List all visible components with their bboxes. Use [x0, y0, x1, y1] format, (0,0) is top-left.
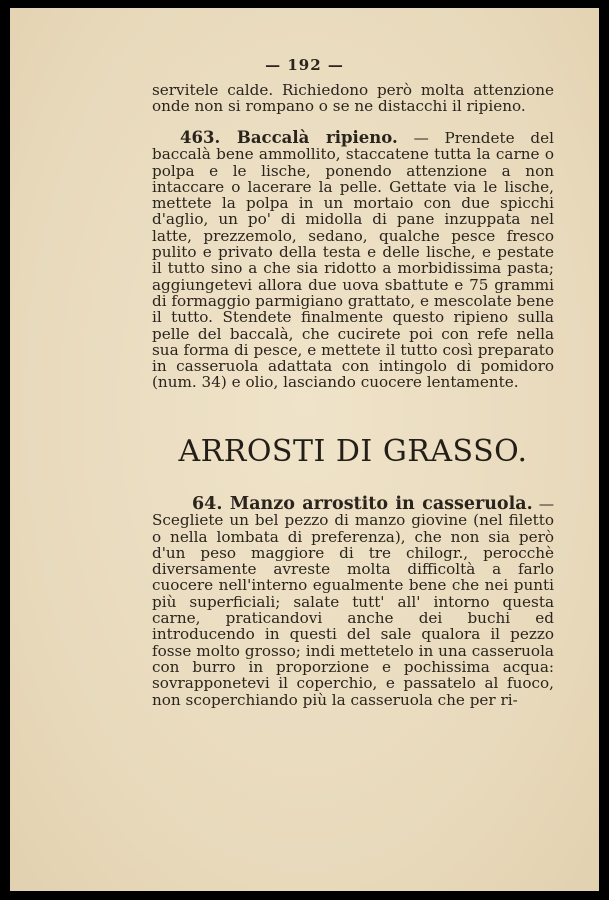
continuation-paragraph: [152, 82, 554, 115]
recipe-64-paragraph: [152, 496, 554, 708]
recipe-64-title: 64. Manzo arrostito in casseruola.: [192, 494, 533, 514]
recipe-463-paragraph: [152, 130, 554, 391]
continuation-text: servitele calde. Richiedono però molta attenzione onde non si rompano o se ne distacchi il ripieno.: [152, 81, 554, 116]
recipe-64-body: — Scegliete un bel pezzo di manzo giovine (nel filetto o nella lombata di preferenza), che non sia però d'un peso maggiore di tre chilogr., perocchè diversamente avreste molta difficoltà a farlo cuocere nell'interno egualmente bene che nei punti più superficiali; salate tutt' all' intorno questa carne, praticandovi anche dei buchi ed introducendo in questi del sale qualora il pezzo fosse molto grosso; indi mettetelo in una casseruola con burro in proporzione e pochissima acqua: sovrapponetevi il coperchio, e passatelo al fuoco, non scoperchiando più la casseruola che per ri-: [152, 495, 555, 709]
book-page: [10, 8, 599, 891]
page-number: — 192 —: [265, 56, 344, 74]
recipe-463-title: 463. Baccalà ripieno.: [180, 128, 398, 147]
recipe-463: [152, 130, 554, 391]
section-heading: ARROSTI DI GRASSO.: [178, 434, 528, 469]
recipe-64: [152, 496, 554, 708]
recipe-463-body: — Prendete del baccalà bene ammollito, staccatene tutta la carne o polpa e le lische, ponendo attenzione a non intaccare o lacerare la pelle. Gettate via le lische, mettete la polpa in un mortaio con due spicchi d'aglio, un po' di midolla di pane inzuppata nel latte, prezzemolo, sedano, qualche pesce fresco pulito e privato della testa e delle lische, e pestate il tutto sino a che sia ridotto a morbidissima pasta; aggiungetevi allora due uova sbattute e 75 grammi di formaggio parmigiano grattato, e mescolate bene il tutto. Stendete finalmente questo ripieno sulla pelle del baccalà, che cucirete poi con refe nella sua forma di pesce, e mettete il tutto così preparato in casseruola adattata con intingolo di pomidoro (num. 34) e olio, lasciando cuocere lentamente.: [152, 129, 555, 392]
